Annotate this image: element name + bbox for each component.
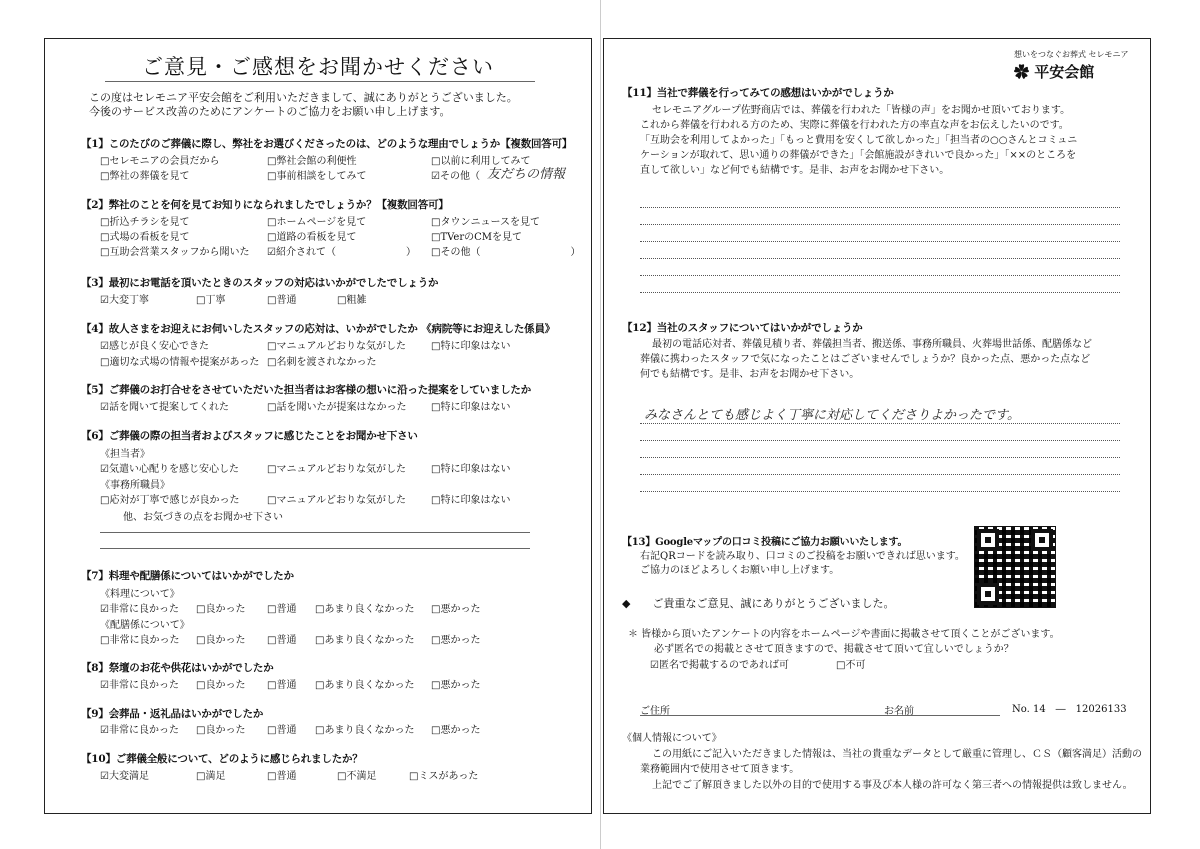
q2-option[interactable]: □ その他（ ）	[431, 243, 580, 258]
brand-logo	[1014, 61, 1094, 82]
q7-serving-option[interactable]: □ 悪かった	[431, 631, 480, 646]
title-underline	[105, 81, 535, 82]
q3-option[interactable]: □ 丁寧	[196, 291, 225, 306]
q8-option[interactable]: □ 悪かった	[431, 676, 480, 691]
q6-answer-line[interactable]	[100, 548, 530, 549]
q9-option[interactable]: □ 普通	[267, 721, 296, 736]
qr-code[interactable]	[974, 526, 1056, 608]
q12-answer-line[interactable]	[640, 440, 1120, 441]
qr-finder	[977, 583, 999, 605]
question-10: 【10】ご葬儀全般について、どのように感じられましたか？	[81, 753, 363, 765]
q8-option[interactable]: □ あまり良くなかった	[315, 676, 414, 691]
q11-text: これから葬儀を行われる方のため、実際に葬儀を行われた方の率直な声をお伝えしたいのです。	[640, 120, 1069, 131]
q6-sub-staff: 《担当者》	[100, 449, 150, 460]
q3-option[interactable]: □ 普通	[267, 291, 296, 306]
q7-food-option-checked[interactable]: ☑ 非常に良かった	[100, 600, 179, 615]
q11-answer-line[interactable]	[640, 258, 1120, 259]
q2-option[interactable]: □ TVerのCMを見て	[431, 228, 522, 243]
q6-answer-line[interactable]	[100, 532, 530, 533]
q7-sub-food: 《料理について》	[100, 589, 180, 600]
q7-food-option[interactable]: □ 普通	[267, 600, 296, 615]
q9-option[interactable]: □ あまり良くなかった	[315, 721, 414, 736]
q10-option[interactable]: □ 不満足	[337, 767, 376, 782]
address-field-line[interactable]	[640, 715, 1000, 716]
privacy-text: 上記でご了解頂きました以外の目的で使用する事及び本人様の許可なく第三者への情報提供は致しません。	[652, 780, 1133, 791]
q1-option[interactable]: □ 弊社会館の利便性	[267, 152, 356, 167]
q12-text: 何でも結構です。是非、お声をお聞かせ下さい。	[640, 369, 860, 380]
q13-text: 右記QRコードを読み取り、口コミのご投稿をお願いできれば思います。	[640, 551, 965, 562]
q6-option-checked[interactable]: ☑ 気遣い心配りを感じ安心した	[100, 460, 239, 475]
survey-right-page	[603, 38, 1151, 814]
privacy-text: この用紙にご記入いただきました情報は、当社の貴重なデータとして厳重に管理し、ＣＳ（顧客満足）活動の	[652, 749, 1142, 760]
q7-serving-option[interactable]: □ 非常に良かった	[100, 631, 179, 646]
q6-note: 他、お気づきの点をお聞かせ下さい	[123, 512, 283, 523]
question-1: 【1】このたびのご葬儀に際し、弊社をお選びくださったのは、どのような理由でしょうか【複数回答可】	[81, 138, 573, 150]
question-12: 【12】当社のスタッフについてはいかがでしょうか	[622, 322, 863, 334]
q2-option[interactable]: □ 折込チラシを見て	[100, 213, 189, 228]
q6-option[interactable]: □ マニュアルどおりな気がした	[267, 460, 406, 475]
q7-serving-option[interactable]: □ 普通	[267, 631, 296, 646]
privacy-text: 業務範囲内で使用させて頂きます。	[640, 764, 800, 775]
q4-option[interactable]: □ マニュアルどおりな気がした	[267, 337, 406, 352]
q12-answer-line[interactable]	[640, 474, 1120, 475]
q2-option[interactable]: □ ホームページを見て	[267, 213, 366, 228]
consent-text: 必ず匿名での掲載とさせて頂きますので、掲載させて頂いて宜しいでしょうか？	[654, 644, 1014, 655]
q11-text: ケーションが取れて、思い通りの葬儀ができた」「会館施設がきれいで良かった」「××のところを	[640, 150, 1077, 161]
name-label: お名前	[884, 706, 914, 717]
brand-tagline: 想いをつなぐお葬式 セレモニア	[1014, 50, 1129, 59]
question-5: 【5】ご葬儀のお打合せをさせていただいた担当者はお客様の想いに沿った提案をしていましたか	[81, 384, 532, 396]
q1-option-checked[interactable]: ☑ その他（	[431, 167, 480, 182]
q2-option[interactable]: □ 互助会営業スタッフから聞いた	[100, 243, 249, 258]
question-3: 【3】最初にお電話を頂いたときのスタッフの対応はいかがでしたでしょうか	[81, 277, 439, 289]
q10-option-checked[interactable]: ☑ 大変満足	[100, 767, 149, 782]
q2-option-checked[interactable]: ☑ 紹介されて（ ）	[267, 243, 416, 258]
q12-handwritten-answer: みなさんとても感じよく丁寧に対応してくださりよかったです。	[644, 408, 1020, 423]
q13-text: ご協力のほどよろしくお願い申し上げます。	[640, 565, 840, 576]
q4-option-checked[interactable]: ☑ 感じが良く安心できた	[100, 337, 209, 352]
q9-option[interactable]: □ 悪かった	[431, 721, 480, 736]
q9-option[interactable]: □ 良かった	[196, 721, 245, 736]
q6-option[interactable]: □ 特に印象はない	[431, 491, 510, 506]
q3-option-checked[interactable]: ☑ 大変丁寧	[100, 291, 149, 306]
q7-serving-option[interactable]: □ あまり良くなかった	[315, 631, 414, 646]
qr-finder	[1031, 529, 1053, 551]
question-8: 【8】祭壇のお花や供花はいかがでしたか	[81, 662, 274, 674]
q8-option[interactable]: □ 普通	[267, 676, 296, 691]
q6-sub-office: 《事務所職員》	[100, 480, 170, 491]
q6-option[interactable]: □ マニュアルどおりな気がした	[267, 491, 406, 506]
question-4: 【4】故人さまをお迎えにお伺いしたスタッフの応対は、いかがでしたか 《病院等にお迎えした係員》	[81, 323, 556, 335]
q7-food-option[interactable]: □ 良かった	[196, 600, 245, 615]
page-fold	[600, 0, 601, 849]
consent-yes-checked[interactable]: ☑ 匿名で掲載するのであれば可	[650, 656, 789, 671]
q10-option[interactable]: □ ミスがあった	[409, 767, 478, 782]
q10-option[interactable]: □ 普通	[267, 767, 296, 782]
q7-serving-option[interactable]: □ 良かった	[196, 631, 245, 646]
q11-answer-line[interactable]	[640, 292, 1120, 293]
intro-line-1: この度はセレモニア平安会館をご利用いただきまして、誠にありがとうございました。	[89, 91, 518, 104]
q8-option-checked[interactable]: ☑ 非常に良かった	[100, 676, 179, 691]
question-13: 【13】Googleマップの口コミ投稿にご協力お願いいたします。	[622, 537, 908, 548]
q1-option[interactable]: □ セレモニアの会員だから	[100, 152, 219, 167]
q1-option[interactable]: □ 以前に利用してみて	[431, 152, 530, 167]
q10-option[interactable]: □ 満足	[196, 767, 225, 782]
q12-text: 最初の電話応対者、葬儀見積り者、葬儀担当者、搬送係、事務所職員、火葬場世話係、配膳係など	[652, 339, 1092, 350]
consent-no[interactable]: □ 不可	[836, 656, 865, 671]
q11-answer-line[interactable]	[640, 207, 1120, 208]
q4-option[interactable]: □ 適切な式場の情報や提案があった	[100, 353, 259, 368]
q9-option-checked[interactable]: ☑ 非常に良かった	[100, 721, 179, 736]
q6-option[interactable]: □ 応対が丁寧で感じが良かった	[100, 491, 239, 506]
q11-answer-line[interactable]	[640, 224, 1120, 225]
q5-option-checked[interactable]: ☑ 話を聞いて提案してくれた	[100, 398, 229, 413]
q4-option[interactable]: □ 名刺を渡されなかった	[267, 353, 376, 368]
question-7: 【7】料理や配膳係についてはいかがでしたか	[81, 570, 294, 582]
q1-option[interactable]: □ 事前相談をしてみて	[267, 167, 366, 182]
q2-option[interactable]: □ 道路の看板を見て	[267, 228, 356, 243]
brand-name: 平安会館	[1034, 63, 1095, 81]
q6-option[interactable]: □ 特に印象はない	[431, 460, 510, 475]
q3-option[interactable]: □ 粗雑	[337, 291, 366, 306]
q2-option[interactable]: □ タウンニュースを見て	[431, 213, 540, 228]
q12-answer-line[interactable]	[640, 491, 1120, 492]
q8-option[interactable]: □ 良かった	[196, 676, 245, 691]
thanks-message: ◆ ご貴重なご意見、誠にありがとうございました。	[622, 597, 895, 610]
address-label: ご住所	[640, 706, 670, 717]
q12-answer-line[interactable]	[640, 457, 1120, 458]
survey-left-page	[44, 38, 592, 814]
question-6: 【6】ご葬儀の際の担当者およびスタッフに感じたことをお聞かせ下さい	[81, 430, 418, 442]
q1-option[interactable]: □ 弊社の葬儀を見て	[100, 167, 189, 182]
q11-answer-line[interactable]	[640, 275, 1120, 276]
q2-option[interactable]: □ 式場の看板を見て	[100, 228, 189, 243]
q7-sub-serving: 《配膳係について》	[100, 620, 190, 631]
question-11: 【11】当社で葬儀を行ってみての感想はいかがでしょうか	[622, 87, 894, 99]
q7-food-option[interactable]: □ あまり良くなかった	[315, 600, 414, 615]
q7-food-option[interactable]: □ 悪かった	[431, 600, 480, 615]
q12-text: 葬儀に携わったスタッフで気になったことはございませんでしょうか？良かった点、悪かった点など	[640, 354, 1091, 365]
consent-text: ＊ 皆様から頂いたアンケートの内容をホームページや書面に掲載させて頂くことがございます。	[628, 629, 1060, 640]
q4-option[interactable]: □ 特に印象はない	[431, 337, 510, 352]
privacy-title: 《個人情報について》	[622, 733, 722, 744]
q11-text: 「互助会を利用してよかった」「もっと費用を安くして欲しかった」「担当者の○○さんとコミュニ	[640, 135, 1078, 146]
page-title: ご意見・ご感想をお聞かせください	[142, 55, 494, 79]
question-2: 【2】弊社のことを何を見てお知りになられましたでしょうか？【複数回答可】	[81, 199, 449, 211]
q11-text: セレモニアグループ佐野商店では、葬儀を行われた「皆様の声」をお聞かせ頂いております。	[652, 105, 1071, 116]
lotus-icon: ✿	[1014, 63, 1030, 81]
qr-finder	[977, 529, 999, 551]
q5-option[interactable]: □ 話を聞いたが提案はなかった	[267, 398, 406, 413]
question-9: 【9】会葬品・返礼品はいかがでしたか	[81, 708, 264, 720]
document-number: No. 14 ― 12026133	[1012, 704, 1127, 715]
intro-line-2: 今後のサービス改善のためにアンケートのご協力をお願い申し上げます。	[89, 105, 451, 118]
q11-text: 直して欲しい」など何でも結構です。是非、お声をお聞かせ下さい。	[640, 165, 950, 176]
q11-answer-line[interactable]	[640, 241, 1120, 242]
q5-option[interactable]: □ 特に印象はない	[431, 398, 510, 413]
q1-handwritten-other: 友だちの情報	[487, 167, 566, 182]
q12-answer-line[interactable]	[640, 423, 1120, 424]
